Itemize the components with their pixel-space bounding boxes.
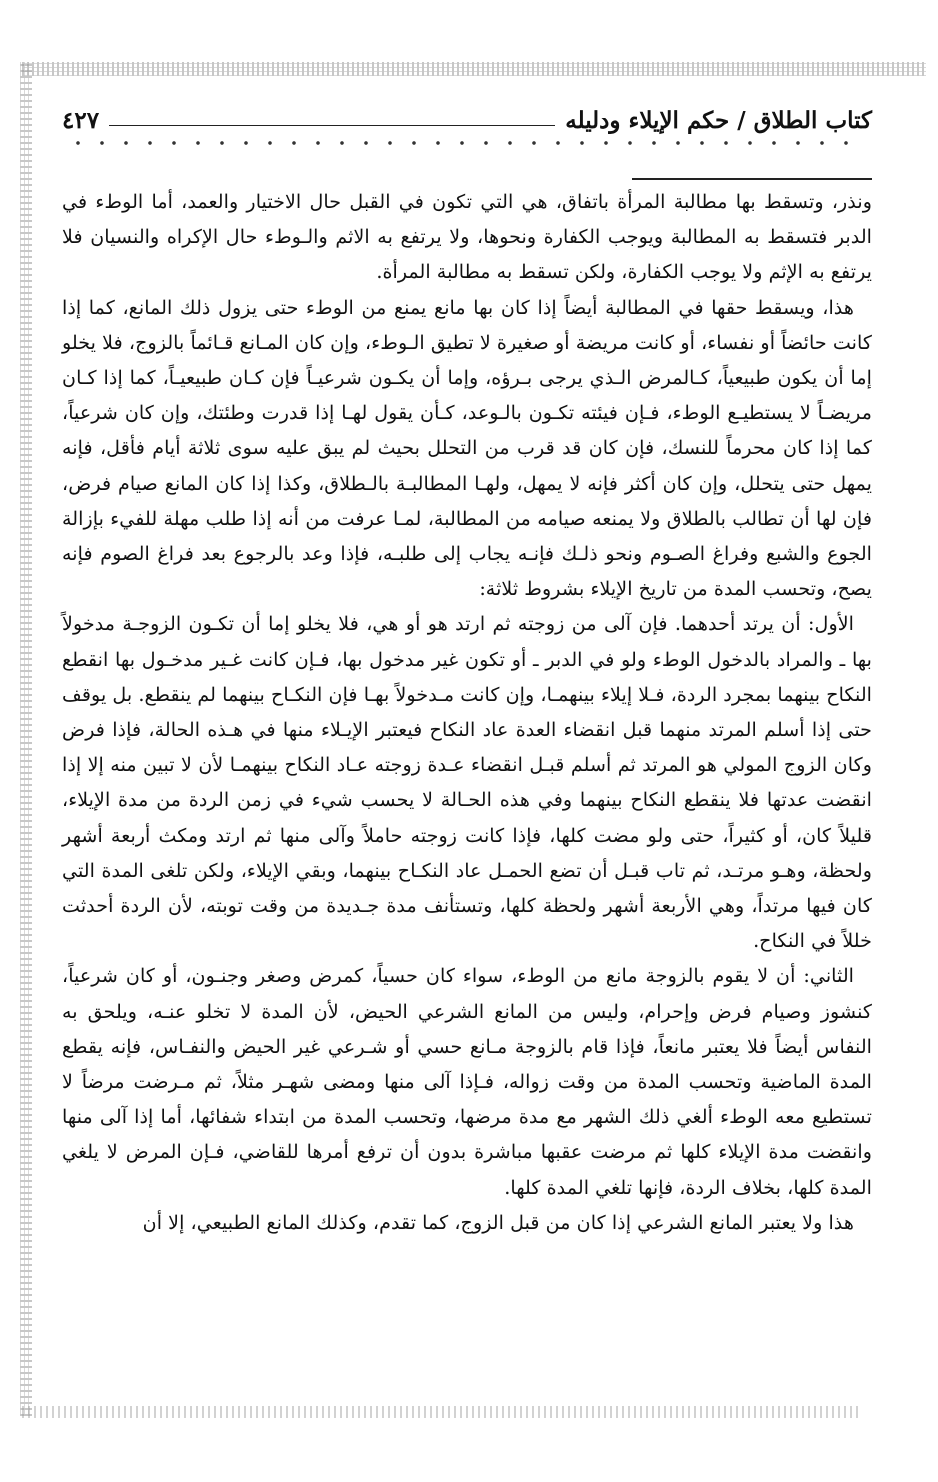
dotted-divider <box>66 138 860 148</box>
page-title: كتاب الطلاق / حكم الإيلاء ودليله <box>565 107 872 134</box>
paragraph: هذا ولا يعتبر المانع الشرعي إذا كان من قبل الزوج، كما تقدم، وكذلك المانع الطبيعي، إلا أن <box>142 1210 854 1234</box>
page-body <box>62 184 872 1240</box>
paragraph: ونذر، وتسقط بها مطالبة المرأة باتفاق، هي التي تكون في القبل حال الاختيار والعمد، أما الوطء في الدبر فتسقط به المطالبة ويوجب الكفارة ونحوها، ولا يرتفع به الاثم والـوطء حال الإكراه والنسيان فلا يرتفع به الإثم ولا يوجب الكفارة، ولكن تسقط به مطالبة المرأة. <box>62 190 872 284</box>
page-header <box>62 98 872 134</box>
decorative-border-bottom <box>22 1406 858 1418</box>
section-rule <box>632 178 872 180</box>
paragraph: الأول: أن يرتد أحدهما. فإن آلى من زوجته ثم ارتد هو أو هي، فلا يخلو إما أن تكـون الزوجـة مدخولاً بها ـ والمراد بالدخول الوطء ولو في الدبر ـ أو تكون غير مدخول بها، فـإن كانت غـير مدخـول بها انقطع النكاح بينهما بمجرد الردة، فـلا إيلاء بينهمـا، وإن كانت مـدخولاً بهـا فإن النكـاح بينهما لم ينقطع. بل يوقف حتى إذا أسلم المرتد منهما قبل انقضاء العدة عاد النكاح فيعتبر الإيـلاء منها في هـذه الحالة، فإذا فرض وكان الزوج المولي هو المرتد ثم أسلم قبـل انقضاء عـدة زوجته عـاد النكاح بينهمـا لأن لا تبين منه إلا إذا انقضت عدتها فلا ينقطع النكاح بينهما وفي هذه الحـالة لا يحسب شيء في زمن الردة من مدة الإيلاء، قليلاً كان، أو كثيراً، حتى ولو مضت كلها، فإذا كانت زوجته حاملاً وآلى منها ثم ارتد ومكث أربعة أشهر ولحظة، وهـو مرتـد، ثم تاب قبـل أن تضع الحمـل عاد النكـاح بينهما، وبقي الإيلاء، ولكن تلغى المدة التي كان فيها مرتداً، وهي الأربعة أشهر ولحظة كلها، وتستأنف مدة جـديدة من وقت توبته، لأن الردة أحدثت خللاً في النكاح. <box>62 612 873 953</box>
decorative-border-top <box>22 62 926 76</box>
decorative-border-left <box>20 62 32 1416</box>
page-number: ٤٢٧ <box>62 107 100 134</box>
paragraph: الثاني: أن لا يقوم بالزوجة مانع من الوطء، سواء كان حسياً، كمرض وصغر وجنـون، أو كان شرعياً، كنشوز وصيام فرض وإحرام، وليس من المانع الشرعي الحيض، لأن المدة لا تخلو عنـه، ويلحق به النفاس أيضاً فلا يعتبر مانعاً، فإذا قام بالزوجة مـانع حسي أو شـرعي غير الحيض والنفـاس، فإنه يقطع المدة الماضية وتحسب المدة من وقت زواله، فـإذا آلى منها ومضى شهـر مثلاً، ثم مـرضت مرضاً لا تستطيع معه الوطء ألغي ذلك الشهر مع مدة مرضها، وتحسب المدة من ابتداء شفائها، أما إذا آلى منها وانقضت مدة الإيلاء كلها ثم مرضت عقبها مباشرة بدون أن ترفع أمرها للقاضي، فـإن المرض لا يلغي المدة كلها، بخلاف الردة، فإنها تلغي المدة كلها. <box>62 964 872 1199</box>
paragraph: هذا، ويسقط حقها في المطالبة أيضاً إذا كان بها مانع يمنع من الوطء حتى يزول ذلك المانع، كما إذا كانت حائضاً أو نفساء، أو كانت مريضة أو صغيرة لا تطيق الـوطء، وإن كان المـانع قـائماً بالزوج، فلا يخلو إما أن يكون طبيعياً، كـالمرض الـذي يرجى بـرؤه، وإما أن يكـون شرعيـاً فإن كـان طبيعيـاً، كما إذا كـان مريضـاً لا يستطيـع الوطء، فـإن فيئته تكـون بالـوعد، كـأن يقول لهـا إذا قدرت وطئتك، وإن كان شرعياً، كما إذا كان محرماً للنسك، فإن كان قد قرب من التحلل بحيث لم يبق عليه سوى ثلاثة أيام فأقل، فإنه يمهل حتى يتحلل، وإن كان أكثر فإنه لا يمهل، ولهـا المطالبـة بالـطلاق، وكذا إذا كان المانع صيام فرض، فإن لها أن تطالب بالطلاق ولا يمنعه صيامه من المطالبة، لمـا عرفت من أنه إذا طلب مهلة للفيء بإزالة الجوع والشبع وفراغ الصـوم ونحو ذلـك فإنـه يجاب إلى طلبـه، فإذا وعد بالرجوع بعد فراغ الصوم فإنه يصح، وتحسب المدة من تاريخ الإيلاء بشروط ثلاثة: <box>62 295 872 601</box>
header-rule <box>109 125 555 126</box>
